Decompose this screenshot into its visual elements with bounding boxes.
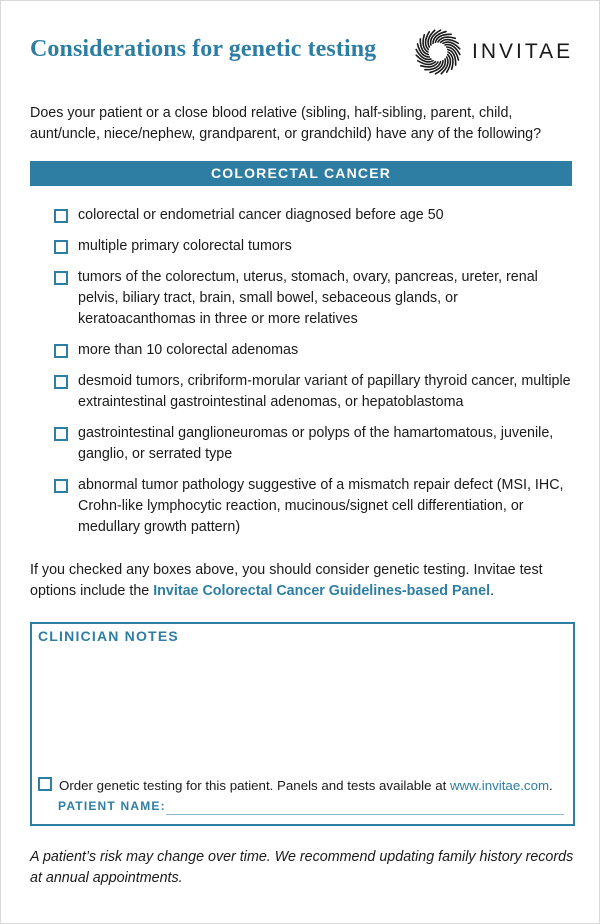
invitae-swirl-icon — [414, 28, 462, 76]
checkbox[interactable] — [54, 375, 68, 389]
invitae-logo — [414, 28, 574, 78]
page-title: Considerations for genetic testing — [30, 36, 377, 62]
risk-checklist — [54, 205, 574, 548]
invitae-website-link[interactable]: www.invitae.com — [450, 778, 550, 793]
order-testing-end: . — [549, 778, 553, 793]
checkbox[interactable] — [54, 209, 68, 223]
intro-question: Does your patient or a close blood relative (sibling, half-sibling, parent, child, aunt/uncle, niece/nephew, grandparent, or grandchild) have any of the following? — [30, 105, 542, 142]
order-testing-line — [38, 777, 553, 795]
checklist-item-label: multiple primary colorectal tumors — [78, 238, 292, 254]
checklist-item-label: gastrointestinal ganglioneuromas or polyps of the hamartomatous, juvenile, ganglio, or serrated type — [78, 425, 554, 462]
checkbox[interactable] — [54, 479, 68, 493]
conclusion-body: If you checked any boxes above, you should consider genetic testing. Invitae test options include the — [30, 562, 543, 599]
patient-name-label: PATIENT NAME: — [58, 799, 166, 813]
clinician-notes-heading: CLINICIAN NOTES — [38, 628, 179, 644]
checklist-item — [54, 475, 574, 538]
checklist-item — [54, 236, 574, 257]
checklist-item-label: abnormal tumor pathology suggestive of a mismatch repair defect (MSI, IHC, Crohn-like lymphocytic reaction, mucinous/signet cell differentiation, or medullary growth pattern) — [78, 477, 564, 535]
clinician-notes-box[interactable] — [30, 622, 575, 826]
checkbox[interactable] — [54, 240, 68, 254]
checklist-item-label: more than 10 colorectal adenomas — [78, 342, 299, 358]
order-testing-checkbox[interactable] — [38, 777, 52, 791]
checklist-item — [54, 423, 574, 465]
checkbox[interactable] — [54, 344, 68, 358]
checklist-item — [54, 371, 574, 413]
checklist-item — [54, 267, 574, 330]
checklist-item — [54, 205, 574, 226]
conclusion-text — [30, 560, 580, 602]
patient-name-field[interactable] — [166, 814, 564, 815]
checklist-item-label: colorectal or endometrial cancer diagnosed before age 50 — [78, 207, 444, 223]
order-testing-label: Order genetic testing for this patient. Panels and tests available at — [59, 778, 451, 793]
panel-link[interactable]: Invitae Colorectal Cancer Guidelines-based Panel — [153, 583, 491, 599]
checkbox[interactable] — [54, 271, 68, 285]
checklist-item — [54, 340, 574, 361]
section-banner: COLORECTAL CANCER — [30, 161, 572, 186]
checklist-item-label: desmoid tumors, cribriform-morular variant of papillary thyroid cancer, multiple extraintestinal gastrointestinal adenomas, or hepatoblastoma — [78, 373, 571, 410]
footer-note: A patient’s risk may change over time. We recommend updating family history records at annual appointments. — [30, 849, 574, 886]
checklist-item-label: tumors of the colorectum, uterus, stomach, ovary, pancreas, ureter, renal pelvis, biliary tract, brain, small bowel, sebaceous glands, or keratoacanthomas in three or more relatives — [78, 269, 538, 327]
conclusion-end: . — [490, 583, 495, 599]
logo-text: INVITAE — [472, 40, 574, 63]
checkbox[interactable] — [54, 427, 68, 441]
